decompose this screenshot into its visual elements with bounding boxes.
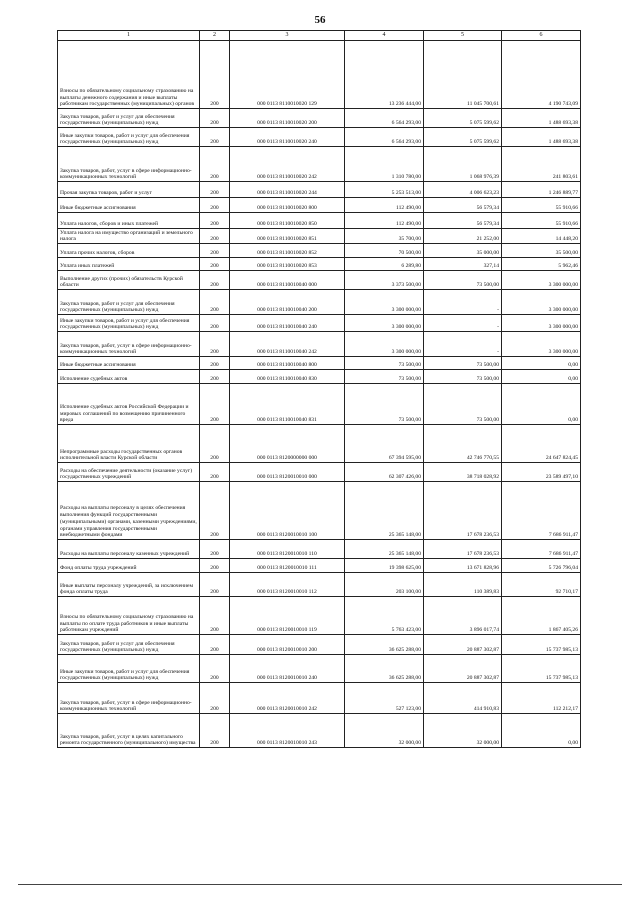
row-approved-value: 3 300 000,00 (345, 315, 424, 332)
table-row (58, 315, 581, 332)
table-row (58, 41, 581, 109)
row-executed-value: 3 896 017,74 (424, 597, 502, 635)
row-budget-code: 000 0113 8110010040 831 (230, 384, 345, 425)
row-remaining-value: 0,00 (502, 384, 581, 425)
row-name: Закупка товаров, работ, услуг в сфере информационно-коммуникационных технологий (58, 332, 200, 357)
table-row (58, 357, 581, 370)
header-col-3: 3 (230, 31, 345, 41)
row-line-code: 200 (200, 41, 230, 109)
row-line-code: 200 (200, 258, 230, 271)
row-approved-value: 36 625 288,00 (345, 635, 424, 655)
row-name: Закупка товаров, работ, услуг в сфере информационно-коммуникационных технологий (58, 683, 200, 714)
row-approved-value: 112 490,00 (345, 198, 424, 213)
bottom-divider (18, 884, 622, 885)
row-line-code: 200 (200, 573, 230, 597)
row-approved-value: 13 236 444,00 (345, 41, 424, 109)
row-budget-code: 000 0113 8110010020 800 (230, 198, 345, 213)
row-line-code: 200 (200, 463, 230, 482)
row-executed-value: 17 678 236,53 (424, 540, 502, 559)
row-executed-value: 13 671 828,96 (424, 559, 502, 573)
row-approved-value: 6 564 293,00 (345, 128, 424, 147)
row-budget-code: 000 0113 8120010010 111 (230, 559, 345, 573)
row-executed-value: 414 910,83 (424, 683, 502, 714)
row-name: Исполнение судебных актов (58, 370, 200, 384)
row-line-code: 200 (200, 683, 230, 714)
row-name: Фонд оплаты труда учреждений (58, 559, 200, 573)
row-budget-code: 000 0113 8120010010 240 (230, 655, 345, 683)
table-row (58, 370, 581, 384)
row-remaining-value: 15 737 985,13 (502, 635, 581, 655)
row-remaining-value: 7 686 911,47 (502, 482, 581, 540)
row-executed-value: 20 887 302,87 (424, 655, 502, 683)
row-budget-code: 000 0113 8110010020 853 (230, 258, 345, 271)
table-row (58, 683, 581, 714)
row-budget-code: 000 0113 8110010020 129 (230, 41, 345, 109)
row-name: Закупка товаров, работ, услуг в целях капитального ремонта государственного (муниципального) имущества (58, 714, 200, 748)
table-row (58, 540, 581, 559)
row-name: Прочая закупка товаров, работ и услуг (58, 182, 200, 198)
row-line-code: 200 (200, 425, 230, 463)
row-remaining-value: 15 737 985,13 (502, 655, 581, 683)
row-remaining-value: 3 300 000,00 (502, 332, 581, 357)
row-budget-code: 000 0113 8120010010 000 (230, 463, 345, 482)
row-remaining-value: 1 488 693,38 (502, 109, 581, 128)
row-budget-code: 000 0113 8120010010 243 (230, 714, 345, 748)
row-executed-value: 327,14 (424, 258, 502, 271)
row-line-code: 200 (200, 357, 230, 370)
row-name: Закупка товаров, работ, услуг в сфере информационно-коммуникационных технологий (58, 147, 200, 182)
table-row (58, 573, 581, 597)
row-executed-value: 110 389,83 (424, 573, 502, 597)
row-executed-value: - (424, 332, 502, 357)
row-line-code: 200 (200, 109, 230, 128)
header-col-4: 4 (345, 31, 424, 41)
row-approved-value: 25 365 148,00 (345, 482, 424, 540)
row-remaining-value: 14 448,20 (502, 229, 581, 244)
row-approved-value: 112 490,00 (345, 213, 424, 229)
row-remaining-value: 1 488 693,38 (502, 128, 581, 147)
table-row (58, 109, 581, 128)
row-executed-value: 56 579,34 (424, 198, 502, 213)
row-approved-value: 62 307 426,00 (345, 463, 424, 482)
row-name: Уплата иных платежей (58, 258, 200, 271)
row-name: Иные выплаты персоналу учреждений, за исключением фонда оплаты труда (58, 573, 200, 597)
row-approved-value: 35 700,00 (345, 229, 424, 244)
row-budget-code: 000 0113 8110010040 000 (230, 271, 345, 290)
row-approved-value: 73 500,00 (345, 384, 424, 425)
row-name: Взносы по обязательному социальному страхованию на выплаты по оплате труда работников и иные выплаты работникам учреждений (58, 597, 200, 635)
row-name: Иные бюджетные ассигнования (58, 357, 200, 370)
budget-execution-table (57, 30, 581, 748)
row-name: Уплата прочих налогов, сборов (58, 244, 200, 258)
row-executed-value: 38 718 028,92 (424, 463, 502, 482)
row-remaining-value: 5 962,46 (502, 258, 581, 271)
row-remaining-value: 92 710,17 (502, 573, 581, 597)
row-remaining-value: 0,00 (502, 714, 581, 748)
row-executed-value: 56 579,34 (424, 213, 502, 229)
row-budget-code: 000 0113 8120000000 000 (230, 425, 345, 463)
row-line-code: 200 (200, 370, 230, 384)
row-executed-value: 5 075 599,62 (424, 128, 502, 147)
table-row (58, 559, 581, 573)
row-name: Исполнение судебных актов Российской Федерации и мировых соглашений по возмещению причиненного вреда (58, 384, 200, 425)
row-remaining-value: 3 300 000,00 (502, 315, 581, 332)
row-executed-value: - (424, 290, 502, 315)
row-remaining-value: 24 647 824,45 (502, 425, 581, 463)
table-row (58, 482, 581, 540)
row-line-code: 200 (200, 213, 230, 229)
row-executed-value: 11 045 700,61 (424, 41, 502, 109)
row-executed-value: 35 000,00 (424, 244, 502, 258)
table-row (58, 198, 581, 213)
row-budget-code: 000 0113 8120010010 242 (230, 683, 345, 714)
row-executed-value: 21 252,00 (424, 229, 502, 244)
row-budget-code: 000 0113 8110010020 240 (230, 128, 345, 147)
row-line-code: 200 (200, 147, 230, 182)
row-budget-code: 000 0113 8110010040 800 (230, 357, 345, 370)
row-budget-code: 000 0113 8120010010 200 (230, 635, 345, 655)
row-budget-code: 000 0113 8110010020 852 (230, 244, 345, 258)
row-line-code: 200 (200, 655, 230, 683)
table-row (58, 229, 581, 244)
row-remaining-value: 112 212,17 (502, 683, 581, 714)
row-approved-value: 3 300 000,00 (345, 332, 424, 357)
row-remaining-value: 0,00 (502, 370, 581, 384)
table-row (58, 384, 581, 425)
row-name: Взносы по обязательному социальному страхованию на выплаты денежного содержания и иные выплаты работникам государственных (муниципальных) органов (58, 41, 200, 109)
row-name: Уплата налогов, сборов и иных платежей (58, 213, 200, 229)
row-budget-code: 000 0113 8110010040 242 (230, 332, 345, 357)
row-budget-code: 000 0113 8110010020 244 (230, 182, 345, 198)
row-budget-code: 000 0113 8120010010 110 (230, 540, 345, 559)
row-budget-code: 000 0113 8110010020 242 (230, 147, 345, 182)
row-line-code: 200 (200, 229, 230, 244)
table-body (58, 41, 581, 748)
header-row (58, 31, 581, 41)
row-line-code: 200 (200, 597, 230, 635)
table-row (58, 290, 581, 315)
row-approved-value: 73 500,00 (345, 370, 424, 384)
table-row (58, 258, 581, 271)
table-row (58, 655, 581, 683)
table-row (58, 332, 581, 357)
row-approved-value: 5 763 423,00 (345, 597, 424, 635)
row-budget-code: 000 0113 8110010040 200 (230, 290, 345, 315)
row-executed-value: 5 075 599,62 (424, 109, 502, 128)
row-name: Иные закупки товаров, работ и услуг для обеспечения государственных (муниципальных) нужд (58, 128, 200, 147)
row-line-code: 200 (200, 384, 230, 425)
row-executed-value: 1 068 976,39 (424, 147, 502, 182)
row-remaining-value: 241 803,61 (502, 147, 581, 182)
row-name: Уплата налога на имущество организаций и земельного налога (58, 229, 200, 244)
row-executed-value: 73 500,00 (424, 271, 502, 290)
row-executed-value: 20 887 302,87 (424, 635, 502, 655)
row-budget-code: 000 0113 8110010040 240 (230, 315, 345, 332)
header-col-1: 1 (58, 31, 200, 41)
row-remaining-value: 1 246 889,77 (502, 182, 581, 198)
table-row (58, 463, 581, 482)
header-col-6: 6 (502, 31, 581, 41)
row-name: Расходы на выплаты персоналу в целях обеспечения выполнения функций государственными (муниципальными) органами, казенными учреждениями, органами управления государственными внебюджетными фондами (58, 482, 200, 540)
row-approved-value: 73 500,00 (345, 357, 424, 370)
row-budget-code: 000 0113 8120010010 100 (230, 482, 345, 540)
row-approved-value: 36 625 288,00 (345, 655, 424, 683)
row-budget-code: 000 0113 8120010010 119 (230, 597, 345, 635)
row-line-code: 200 (200, 482, 230, 540)
row-line-code: 200 (200, 559, 230, 573)
row-line-code: 200 (200, 714, 230, 748)
row-line-code: 200 (200, 332, 230, 357)
row-executed-value: 73 500,00 (424, 357, 502, 370)
row-approved-value: 1 310 780,00 (345, 147, 424, 182)
row-executed-value: 73 500,00 (424, 370, 502, 384)
row-remaining-value: 1 867 405,26 (502, 597, 581, 635)
page-number: 56 (314, 14, 326, 26)
row-name: Закупка товаров, работ и услуг для обеспечения государственных (муниципальных) нужд (58, 635, 200, 655)
header-col-2: 2 (200, 31, 230, 41)
table-row (58, 128, 581, 147)
row-line-code: 200 (200, 271, 230, 290)
row-approved-value: 19 398 625,00 (345, 559, 424, 573)
table-row (58, 425, 581, 463)
row-line-code: 200 (200, 182, 230, 198)
row-executed-value: 17 678 236,53 (424, 482, 502, 540)
row-approved-value: 32 000,00 (345, 714, 424, 748)
table-row (58, 714, 581, 748)
row-remaining-value: 0,00 (502, 357, 581, 370)
row-name: Выполнение других (прочих) обязательств Курской области (58, 271, 200, 290)
row-name: Иные закупки товаров, работ и услуг для обеспечения государственных (муниципальных) нужд (58, 655, 200, 683)
header-col-5: 5 (424, 31, 502, 41)
row-remaining-value: 4 190 743,09 (502, 41, 581, 109)
row-approved-value: 3 300 000,00 (345, 290, 424, 315)
row-executed-value: - (424, 315, 502, 332)
row-approved-value: 70 500,00 (345, 244, 424, 258)
row-approved-value: 5 253 513,00 (345, 182, 424, 198)
row-remaining-value: 5 726 796,04 (502, 559, 581, 573)
row-budget-code: 000 0113 8110010040 830 (230, 370, 345, 384)
row-executed-value: 73 500,00 (424, 384, 502, 425)
row-line-code: 200 (200, 244, 230, 258)
row-approved-value: 527 123,00 (345, 683, 424, 714)
row-name: Закупка товаров, работ и услуг для обеспечения государственных (муниципальных) нужд (58, 109, 200, 128)
row-line-code: 200 (200, 128, 230, 147)
table-row (58, 597, 581, 635)
row-budget-code: 000 0113 8110010020 200 (230, 109, 345, 128)
row-name: Непрограммные расходы государственных органов исполнительной власти Курской области (58, 425, 200, 463)
row-approved-value: 3 373 500,00 (345, 271, 424, 290)
row-remaining-value: 55 910,66 (502, 213, 581, 229)
row-name: Расходы на обеспечение деятельности (оказание услуг) государственных учреждений (58, 463, 200, 482)
row-approved-value: 25 365 148,00 (345, 540, 424, 559)
row-remaining-value: 3 300 000,00 (502, 271, 581, 290)
row-approved-value: 67 394 595,00 (345, 425, 424, 463)
row-executed-value: 42 746 770,55 (424, 425, 502, 463)
table-row (58, 271, 581, 290)
row-budget-code: 000 0113 8110010020 851 (230, 229, 345, 244)
table-row (58, 182, 581, 198)
row-line-code: 200 (200, 540, 230, 559)
row-executed-value: 32 000,00 (424, 714, 502, 748)
row-remaining-value: 7 686 911,47 (502, 540, 581, 559)
row-approved-value: 203 100,00 (345, 573, 424, 597)
row-line-code: 200 (200, 290, 230, 315)
row-line-code: 200 (200, 198, 230, 213)
row-approved-value: 6 564 293,00 (345, 109, 424, 128)
table-row (58, 244, 581, 258)
row-budget-code: 000 0113 8110010020 850 (230, 213, 345, 229)
row-name: Закупка товаров, работ и услуг для обеспечения государственных (муниципальных) нужд (58, 290, 200, 315)
row-budget-code: 000 0113 8120010010 112 (230, 573, 345, 597)
table-row (58, 635, 581, 655)
row-line-code: 200 (200, 635, 230, 655)
row-executed-value: 4 006 623,23 (424, 182, 502, 198)
table-row (58, 213, 581, 229)
row-remaining-value: 3 300 000,00 (502, 290, 581, 315)
row-remaining-value: 35 500,00 (502, 244, 581, 258)
row-name: Иные закупки товаров, работ и услуг для обеспечения государственных (муниципальных) нужд (58, 315, 200, 332)
row-name: Расходы на выплаты персоналу казенных учреждений (58, 540, 200, 559)
row-remaining-value: 23 589 497,10 (502, 463, 581, 482)
row-name: Иные бюджетные ассигнования (58, 198, 200, 213)
row-remaining-value: 55 910,66 (502, 198, 581, 213)
row-approved-value: 6 289,80 (345, 258, 424, 271)
table-row (58, 147, 581, 182)
row-line-code: 200 (200, 315, 230, 332)
